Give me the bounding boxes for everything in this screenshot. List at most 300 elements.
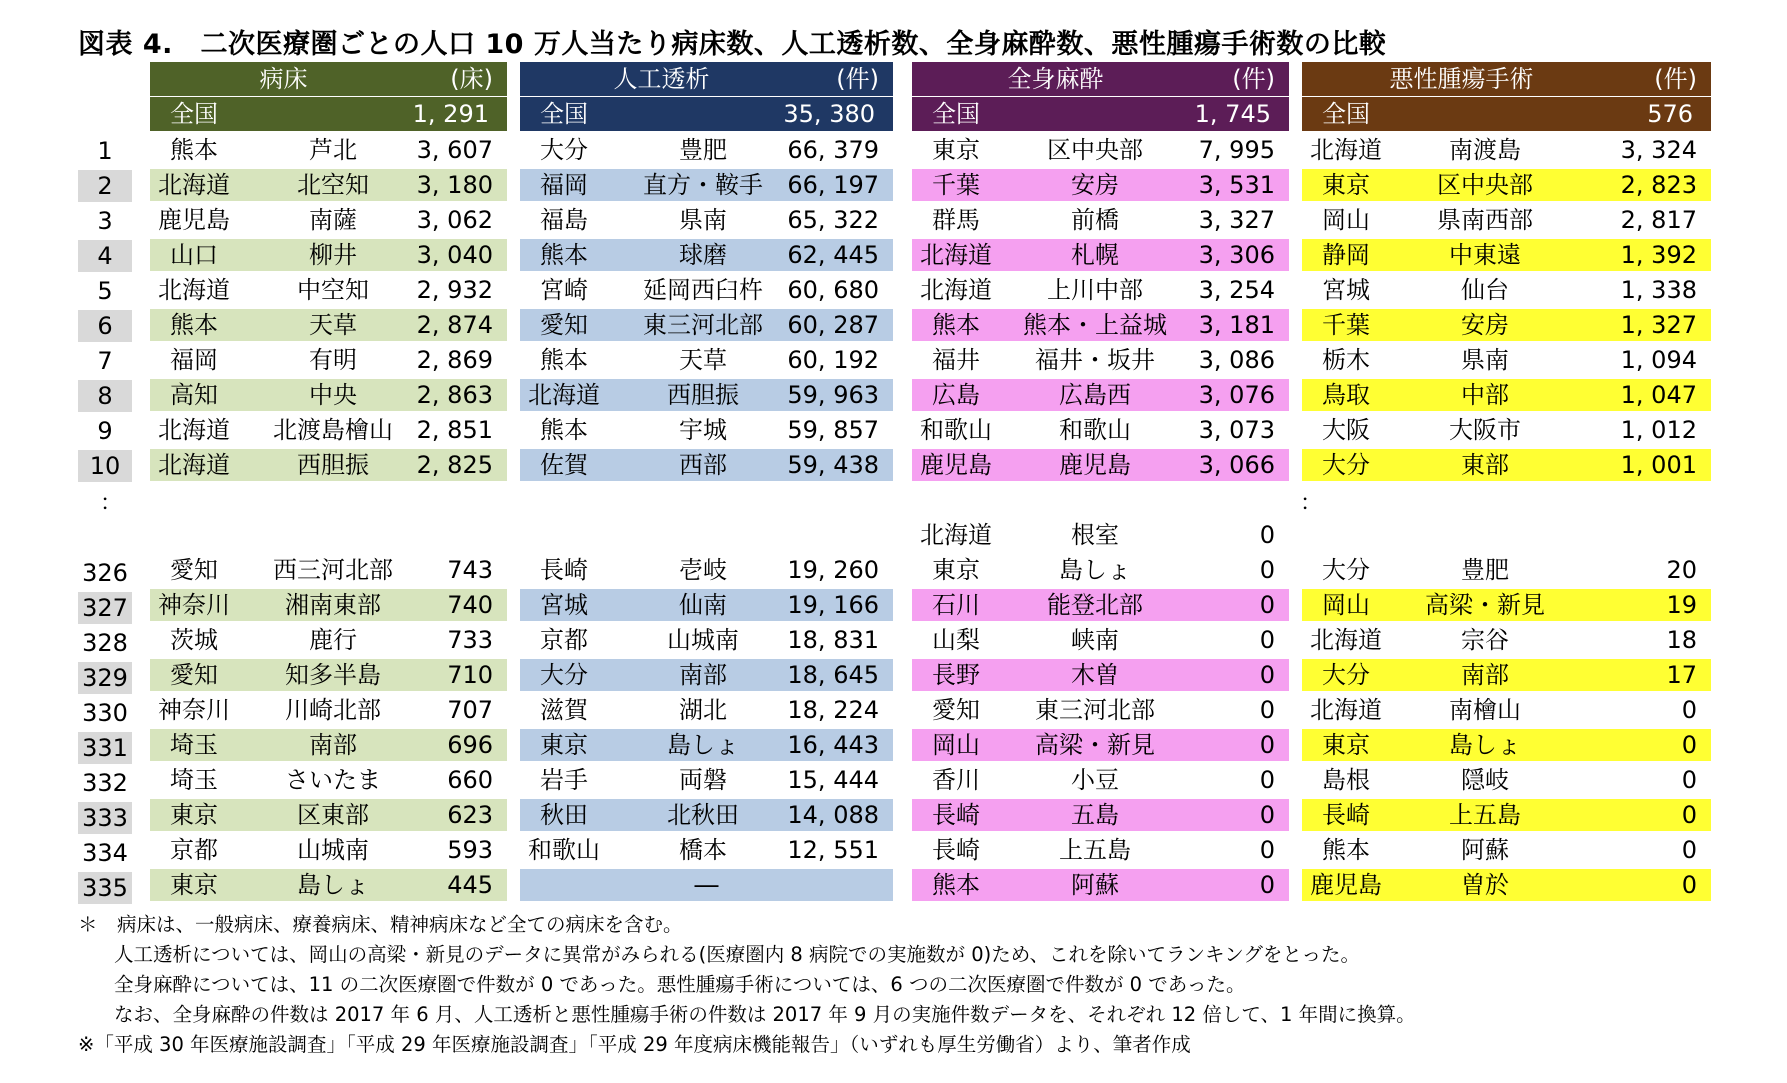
unit-label: (床) <box>450 65 493 93</box>
value-cell: 660 <box>447 766 493 794</box>
column-title: 全身麻酔 <box>1007 65 1104 93</box>
rank-label: 335 <box>78 872 132 904</box>
area-cell: 西胆振 <box>297 451 369 479</box>
table-row <box>912 834 1289 866</box>
value-cell: 66, 197 <box>787 171 879 199</box>
rank-label: 330 <box>82 699 128 727</box>
prefecture-cell: 鹿児島 <box>158 206 230 234</box>
beds-header <box>150 62 507 96</box>
table-row <box>1302 869 1711 901</box>
table-row <box>520 799 893 831</box>
area-cell: 中東遠 <box>1449 241 1521 269</box>
column-title: 悪性腫瘍手術 <box>1389 65 1534 93</box>
value-cell: 733 <box>447 626 493 654</box>
value-cell: 2, 869 <box>416 346 493 374</box>
prefecture-cell: 東京 <box>1322 171 1370 199</box>
prefecture-cell: 東京 <box>932 556 980 584</box>
table-row <box>912 694 1289 726</box>
value-cell: 2, 874 <box>416 311 493 339</box>
value-cell: 2, 817 <box>1620 206 1697 234</box>
area-cell: 島しょ <box>1059 556 1131 584</box>
area-cell: 南部 <box>1461 661 1509 689</box>
prefecture-cell: 熊本 <box>932 871 980 899</box>
area-cell: 上五島 <box>1059 836 1131 864</box>
table-row <box>912 449 1289 481</box>
rank-label: 1 <box>97 137 113 165</box>
rank-label: 10 <box>78 450 132 482</box>
table-row <box>912 239 1289 271</box>
area-cell: 木曽 <box>1071 661 1119 689</box>
rank-label: 2 <box>78 170 132 202</box>
prefecture-cell: 千葉 <box>1322 311 1370 339</box>
rank-label: 9 <box>97 417 113 445</box>
area-cell: 小豆 <box>1071 766 1119 794</box>
area-cell: 五島 <box>1071 801 1119 829</box>
prefecture-cell: 山梨 <box>932 626 980 654</box>
value-cell: 18, 831 <box>787 626 879 654</box>
rank-label: 8 <box>78 380 132 412</box>
national-value: 1, 291 <box>412 100 489 128</box>
value-cell: 2, 863 <box>416 381 493 409</box>
prefecture-cell: 島根 <box>1322 766 1370 794</box>
value-cell: 3, 066 <box>1198 451 1275 479</box>
value-cell: 2, 825 <box>416 451 493 479</box>
prefecture-cell: 東京 <box>932 136 980 164</box>
table-row <box>150 869 507 901</box>
area-cell: 南部 <box>679 661 727 689</box>
surgery-national-row <box>1302 97 1711 131</box>
value-cell: 3, 306 <box>1198 241 1275 269</box>
prefecture-cell: 北海道 <box>920 276 992 304</box>
area-cell: 天草 <box>679 346 727 374</box>
prefecture-cell: 茨城 <box>170 626 218 654</box>
value-cell: 3, 327 <box>1198 206 1275 234</box>
prefecture-cell: 鹿児島 <box>1310 871 1382 899</box>
dialysis-table <box>520 62 893 901</box>
prefecture-cell: 滋賀 <box>540 696 588 724</box>
prefecture-cell: 愛知 <box>932 696 980 724</box>
area-cell: 阿蘇 <box>1461 836 1509 864</box>
value-cell: 18, 224 <box>787 696 879 724</box>
area-cell: 阿蘇 <box>1071 871 1119 899</box>
value-cell: 0 <box>1259 871 1275 899</box>
excluded-marker: ― <box>694 871 719 899</box>
table-row <box>520 589 893 621</box>
value-cell: 1, 094 <box>1620 346 1697 374</box>
area-cell: 前橋 <box>1071 206 1119 234</box>
prefecture-cell: 京都 <box>540 626 588 654</box>
table-row <box>1302 834 1711 866</box>
value-cell: 3, 181 <box>1198 311 1275 339</box>
value-cell: 2, 851 <box>416 416 493 444</box>
area-cell: 札幌 <box>1071 241 1119 269</box>
value-cell: 3, 073 <box>1198 416 1275 444</box>
area-cell: 上川中部 <box>1047 276 1143 304</box>
area-cell: 安房 <box>1071 171 1119 199</box>
prefecture-cell: 大分 <box>1322 661 1370 689</box>
area-cell: 延岡西臼杵 <box>643 276 763 304</box>
value-cell: 3, 062 <box>416 206 493 234</box>
table-row <box>1302 309 1711 341</box>
table-row <box>520 449 893 481</box>
prefecture-cell: 愛知 <box>170 661 218 689</box>
table-row <box>520 659 893 691</box>
value-cell: 18 <box>1666 626 1697 654</box>
rank-label: 6 <box>78 310 132 342</box>
prefecture-cell: 東京 <box>170 871 218 899</box>
prefecture-cell: 熊本 <box>540 416 588 444</box>
value-cell: 0 <box>1681 696 1697 724</box>
table-row <box>912 204 1289 236</box>
prefecture-cell: 宮城 <box>540 591 588 619</box>
area-cell: 南檜山 <box>1449 696 1521 724</box>
value-cell: 0 <box>1259 731 1275 759</box>
area-cell: 天草 <box>309 311 357 339</box>
table-row <box>520 309 893 341</box>
value-cell: 2, 823 <box>1620 171 1697 199</box>
national-label: 全国 <box>1322 100 1370 128</box>
table-row <box>520 169 893 201</box>
value-cell: 0 <box>1259 626 1275 654</box>
prefecture-cell: 鳥取 <box>1322 381 1370 409</box>
table-row <box>1302 554 1711 586</box>
table-row <box>1302 169 1711 201</box>
area-cell: 能登北部 <box>1047 591 1143 619</box>
prefecture-cell: 北海道 <box>158 171 230 199</box>
rank-label: 332 <box>82 769 128 797</box>
table-row <box>1302 659 1711 691</box>
prefecture-cell: 北海道 <box>1310 136 1382 164</box>
value-cell: 740 <box>447 591 493 619</box>
value-cell: 593 <box>447 836 493 864</box>
prefecture-cell: 長崎 <box>540 556 588 584</box>
area-cell: 島しょ <box>1449 731 1521 759</box>
prefecture-cell: 愛知 <box>170 556 218 584</box>
table-row <box>912 589 1289 621</box>
value-cell: 0 <box>1681 801 1697 829</box>
area-cell: 鹿行 <box>309 626 357 654</box>
prefecture-cell: 山口 <box>170 241 218 269</box>
area-cell: 中央 <box>309 381 357 409</box>
value-cell: 60, 680 <box>787 276 879 304</box>
rank-label: 333 <box>78 802 132 834</box>
anesthesia-header <box>912 62 1289 96</box>
area-cell: 東部 <box>1461 451 1509 479</box>
table-row <box>150 274 507 306</box>
prefecture-cell: 愛知 <box>540 311 588 339</box>
prefecture-cell: 福井 <box>932 346 980 374</box>
table-row <box>150 344 507 376</box>
area-cell: 高梁・新見 <box>1035 731 1155 759</box>
area-cell: 有明 <box>309 346 357 374</box>
table-row <box>520 134 893 166</box>
area-cell: 直方・鞍手 <box>643 171 763 199</box>
rank-label: 329 <box>78 662 132 694</box>
value-cell: 710 <box>447 661 493 689</box>
area-cell: 鹿児島 <box>1059 451 1131 479</box>
table-row <box>912 379 1289 411</box>
national-label: 全国 <box>540 100 588 128</box>
prefecture-cell: 神奈川 <box>158 696 230 724</box>
area-cell: 北空知 <box>297 171 369 199</box>
table-row <box>912 799 1289 831</box>
national-value: 1, 745 <box>1194 100 1271 128</box>
table-row <box>1302 134 1711 166</box>
prefecture-cell: 大分 <box>540 661 588 689</box>
prefecture-cell: 北海道 <box>158 416 230 444</box>
rank-label: 334 <box>82 839 128 867</box>
table-row <box>912 134 1289 166</box>
area-cell: 北渡島檜山 <box>273 416 393 444</box>
area-cell: 仙南 <box>679 591 727 619</box>
value-cell: 3, 607 <box>416 136 493 164</box>
prefecture-cell: 香川 <box>932 766 980 794</box>
table-row <box>912 169 1289 201</box>
rank-label: 327 <box>78 592 132 624</box>
beds-table <box>150 62 507 901</box>
table-row <box>912 869 1289 901</box>
prefecture-cell: 北海道 <box>528 381 600 409</box>
value-cell: 12, 551 <box>787 836 879 864</box>
prefecture-cell: 東京 <box>1322 731 1370 759</box>
unit-label: (件) <box>1232 65 1275 93</box>
column-title: 人工透析 <box>613 65 710 93</box>
prefecture-cell: 和歌山 <box>528 836 600 864</box>
area-cell: 橋本 <box>679 836 727 864</box>
prefecture-cell: 福岡 <box>540 171 588 199</box>
area-cell: 豊肥 <box>679 136 727 164</box>
anesthesia-national-row <box>912 97 1289 131</box>
rank-label: 331 <box>78 732 132 764</box>
value-cell: 14, 088 <box>787 801 879 829</box>
prefecture-cell: 佐賀 <box>540 451 588 479</box>
area-cell: 宇城 <box>679 416 727 444</box>
table-row <box>520 729 893 761</box>
table-row <box>150 589 507 621</box>
prefecture-cell: 長野 <box>932 661 980 689</box>
table-row <box>150 624 507 656</box>
area-cell: 県南 <box>679 206 727 234</box>
area-cell: 峡南 <box>1071 626 1119 654</box>
area-cell: 湘南東部 <box>285 591 381 619</box>
prefecture-cell: 熊本 <box>540 346 588 374</box>
table-row <box>912 554 1289 586</box>
value-cell: 445 <box>447 871 493 899</box>
area-cell: 柳井 <box>309 241 357 269</box>
value-cell: 66, 379 <box>787 136 879 164</box>
area-cell: 高梁・新見 <box>1425 591 1545 619</box>
prefecture-cell: 岡山 <box>932 731 980 759</box>
table-row <box>1302 239 1711 271</box>
rank-label: 3 <box>97 207 113 235</box>
value-cell: 3, 254 <box>1198 276 1275 304</box>
area-cell: 山城南 <box>667 626 739 654</box>
prefecture-cell: 大分 <box>1322 556 1370 584</box>
prefecture-cell: 京都 <box>170 836 218 864</box>
rank-label: 326 <box>82 559 128 587</box>
prefecture-cell: 東京 <box>170 801 218 829</box>
value-cell: 0 <box>1259 766 1275 794</box>
area-cell: 隠岐 <box>1461 766 1509 794</box>
area-cell: 区中央部 <box>1437 171 1533 199</box>
prefecture-cell: 長崎 <box>1322 801 1370 829</box>
rank-label: 328 <box>82 629 128 657</box>
table-row <box>912 274 1289 306</box>
prefecture-cell: 熊本 <box>540 241 588 269</box>
area-cell: 北秋田 <box>667 801 739 829</box>
table-row <box>150 134 507 166</box>
value-cell: 0 <box>1681 836 1697 864</box>
footnote-line: ＊ 病床は、一般病床、療養病床、精神病床など全ての病床を含む。 <box>78 913 683 936</box>
prefecture-cell: 熊本 <box>170 136 218 164</box>
value-cell: 0 <box>1681 766 1697 794</box>
table-row <box>150 694 507 726</box>
table-row <box>520 624 893 656</box>
value-cell: 1, 012 <box>1620 416 1697 444</box>
value-cell: 0 <box>1259 521 1275 549</box>
prefecture-cell: 静岡 <box>1322 241 1370 269</box>
value-cell: 3, 324 <box>1620 136 1697 164</box>
value-cell: 1, 327 <box>1620 311 1697 339</box>
value-cell: 1, 001 <box>1620 451 1697 479</box>
area-cell: 西三河北部 <box>273 556 393 584</box>
national-value: 576 <box>1647 100 1693 128</box>
area-cell: 豊肥 <box>1461 556 1509 584</box>
table-row <box>150 834 507 866</box>
area-cell: 上五島 <box>1449 801 1521 829</box>
table-row <box>912 624 1289 656</box>
table-row <box>1302 624 1711 656</box>
table-row <box>520 204 893 236</box>
prefecture-cell: 宮崎 <box>540 276 588 304</box>
table-row <box>520 869 893 901</box>
value-cell: 0 <box>1259 696 1275 724</box>
column-title: 病床 <box>259 65 308 93</box>
area-cell: 熊本・上益城 <box>1023 311 1167 339</box>
rank-label: 5 <box>97 277 113 305</box>
prefecture-cell: 秋田 <box>540 801 588 829</box>
prefecture-cell: 鹿児島 <box>920 451 992 479</box>
table-row <box>1302 414 1711 446</box>
prefecture-cell: 広島 <box>932 381 980 409</box>
prefecture-cell: 福島 <box>540 206 588 234</box>
table-row <box>1302 799 1711 831</box>
footnotes <box>78 910 1416 1060</box>
prefecture-cell: 栃木 <box>1322 346 1370 374</box>
value-cell: 707 <box>447 696 493 724</box>
prefecture-cell: 群馬 <box>932 206 980 234</box>
dialysis-national-row <box>520 97 893 131</box>
prefecture-cell: 岡山 <box>1322 206 1370 234</box>
table-row <box>150 659 507 691</box>
prefecture-cell: 和歌山 <box>920 416 992 444</box>
table-row <box>520 554 893 586</box>
area-cell: 大阪市 <box>1449 416 1521 444</box>
value-cell: 2, 932 <box>416 276 493 304</box>
prefecture-cell: 岡山 <box>1322 591 1370 619</box>
area-cell: 宗谷 <box>1461 626 1509 654</box>
surgery-table <box>1302 62 1711 901</box>
unit-label: (件) <box>836 65 879 93</box>
area-cell: 壱岐 <box>679 556 727 584</box>
value-cell: 3, 076 <box>1198 381 1275 409</box>
value-cell: 696 <box>447 731 493 759</box>
area-cell: 福井・坂井 <box>1035 346 1155 374</box>
table-row <box>912 764 1289 796</box>
area-cell: 中空知 <box>297 276 369 304</box>
table-row <box>912 309 1289 341</box>
table-row <box>150 799 507 831</box>
area-cell: 仙台 <box>1461 276 1509 304</box>
rank-label: 7 <box>97 347 113 375</box>
prefecture-cell: 大分 <box>1322 451 1370 479</box>
area-cell: 東三河北部 <box>643 311 763 339</box>
value-cell: 0 <box>1259 836 1275 864</box>
footnote-line: なお、全身麻酔の件数は 2017 年 6 月、人工透析と悪性腫瘍手術の件数は 2017 年 9 月の実施件数データを、それぞれ 12 倍して、1 年間に換算。 <box>114 1003 1416 1026</box>
prefecture-cell: 北海道 <box>1310 626 1382 654</box>
table-row <box>520 764 893 796</box>
anesthesia-table <box>912 62 1289 901</box>
value-cell: 60, 287 <box>787 311 879 339</box>
footnote-line: 人工透析については、岡山の高梁・新見のデータに異常がみられる(医療圏内 8 病院での実施数が 0)ため、これを除いてランキングをとった。 <box>114 943 1360 966</box>
table-row <box>520 239 893 271</box>
area-cell: 和歌山 <box>1059 416 1131 444</box>
prefecture-cell: 熊本 <box>1322 836 1370 864</box>
value-cell: 1, 047 <box>1620 381 1697 409</box>
table-row <box>1302 344 1711 376</box>
value-cell: 0 <box>1259 801 1275 829</box>
unit-label: (件) <box>1654 65 1697 93</box>
prefecture-cell: 北海道 <box>920 521 992 549</box>
table-row <box>150 204 507 236</box>
table-row <box>1302 729 1711 761</box>
beds-national-row <box>150 97 507 131</box>
area-cell: 山城南 <box>297 836 369 864</box>
area-cell: 区中央部 <box>1047 136 1143 164</box>
prefecture-cell: 大分 <box>540 136 588 164</box>
table-row <box>520 344 893 376</box>
prefecture-cell: 北海道 <box>158 451 230 479</box>
area-cell: 根室 <box>1071 521 1119 549</box>
national-value: 35, 380 <box>783 100 875 128</box>
area-cell: 県南西部 <box>1437 206 1533 234</box>
area-cell: 南渡島 <box>1449 136 1521 164</box>
table-row <box>520 379 893 411</box>
table-row <box>1302 694 1711 726</box>
area-cell: 中部 <box>1461 381 1509 409</box>
surgery-header <box>1302 62 1711 96</box>
prefecture-cell: 福岡 <box>170 346 218 374</box>
table-row <box>150 449 507 481</box>
table-row <box>520 834 893 866</box>
table-row <box>912 344 1289 376</box>
prefecture-cell: 埼玉 <box>170 731 218 759</box>
prefecture-cell: 東京 <box>540 731 588 759</box>
value-cell: 17 <box>1666 661 1697 689</box>
prefecture-cell: 岩手 <box>540 766 588 794</box>
table-row <box>150 764 507 796</box>
national-label: 全国 <box>170 100 218 128</box>
table-row <box>1302 274 1711 306</box>
value-cell: 1, 338 <box>1620 276 1697 304</box>
table-row <box>520 414 893 446</box>
national-label: 全国 <box>932 100 980 128</box>
area-cell: さいたま <box>285 766 381 794</box>
area-cell: 区東部 <box>297 801 369 829</box>
prefecture-cell: 熊本 <box>170 311 218 339</box>
ellipsis-marker: ： <box>1300 491 1323 516</box>
table-row <box>150 239 507 271</box>
